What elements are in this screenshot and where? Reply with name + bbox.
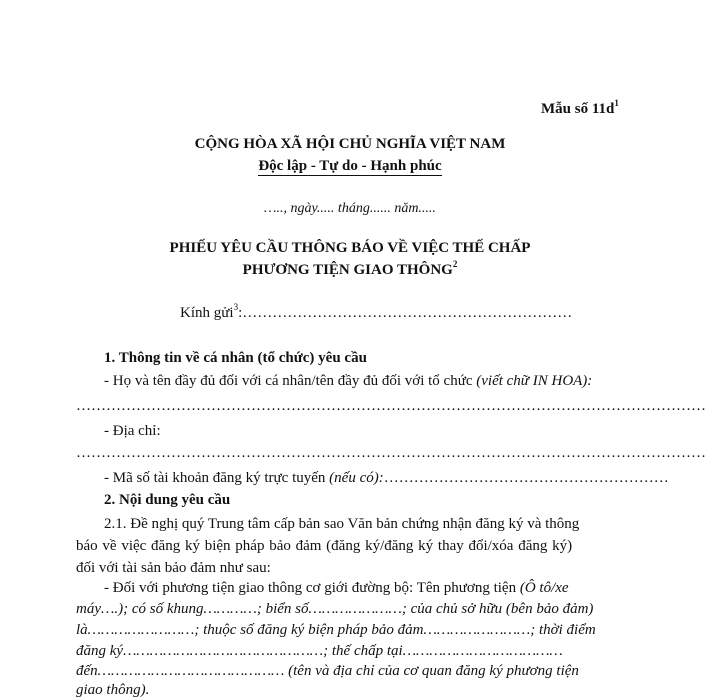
address-dots: ……………………………………………………………………………………………………………… [76,445,706,461]
para-line-1: 2.1. Đề nghị quý Trung tâm cấp bản sao Văn bản chứng nhận đăng ký và thông [104,516,580,532]
road-line-1 [104,580,569,597]
road-line-6: giao thông). [76,682,150,698]
title-line-1: PHIẾU YÊU CẦU THÔNG BÁO VỀ VIỆC THẾ CHẤP [169,240,531,256]
name-note: (viết chữ IN HOA): [476,373,593,389]
road-line-1-note: (Ô tô/xe [519,580,569,596]
motto [0,158,700,175]
motto-text: Độc lập - Tự do - Hạnh phúc [258,158,442,174]
country-name: CỘNG HÒA XÃ HỘI CHỦ NGHĨA VIỆT NAM [194,136,506,152]
address-label: - Địa chỉ: [104,423,161,439]
footnote-2: 2 [452,259,458,269]
name-dots: ……………………………………………………………………………………………………………… [76,398,706,414]
road-line-4: đăng ký………………………………………; thế chấp tại……………………………… [76,643,563,659]
para-line-2: báo về việc đăng ký biện pháp bảo đảm (đăng ký/đăng ký thay đổi/xóa đăng ký) [76,538,573,554]
account-line [104,470,669,487]
recipient-dots: :………………………………………………………… [238,305,573,321]
date-line: ….., ngày..... tháng...... năm..... [264,201,436,216]
address-dots-line [76,445,706,462]
account-note: (nếu có): [329,470,384,486]
form-number-text: Mẫu số 11d [541,101,615,117]
name-label: - Họ và tên đầy đủ đối với cá nhân/tên đầy đủ đối với tổ chức [104,373,477,389]
road-line-5-dots: đến…………………………………… [76,663,289,679]
road-line-5 [76,663,626,680]
title-line-2-text: PHƯƠNG TIỆN GIAO THÔNG [242,262,453,278]
footnote-1: 1 [614,98,619,108]
account-label: - Mã số tài khoản đăng ký trực tuyến [104,470,330,486]
form-number [541,98,619,118]
para-line-3: đối với tài sản bảo đảm như sau: [76,560,271,576]
road-line-5-note: (tên và địa chỉ của cơ quan đăng ký phương tiện [288,663,579,679]
name-field-line [104,373,592,390]
road-line-2: máy….); có số khung…………; biển số…………………; của chủ sở hữu (bên bảo đảm) [76,601,594,617]
section2-heading: 2. Nội dung yêu cầu [104,492,231,508]
name-dots-line [76,398,706,415]
recipient-line [180,302,573,322]
title-line-2 [0,259,700,279]
recipient-label: Kính gửi [180,305,234,321]
section1-heading: 1. Thông tin về cá nhân (tổ chức) yêu cầu [104,350,367,366]
footnote-3: 3 [233,302,239,312]
road-line-1-text: - Đối với phương tiện giao thông cơ giới đường bộ: Tên phương tiện [104,580,520,596]
road-line-3: là……………………; thuộc số đăng ký biện pháp bảo đảm……………………; thời điểm [76,622,596,638]
account-dots: ………………………………………………… [383,470,669,486]
